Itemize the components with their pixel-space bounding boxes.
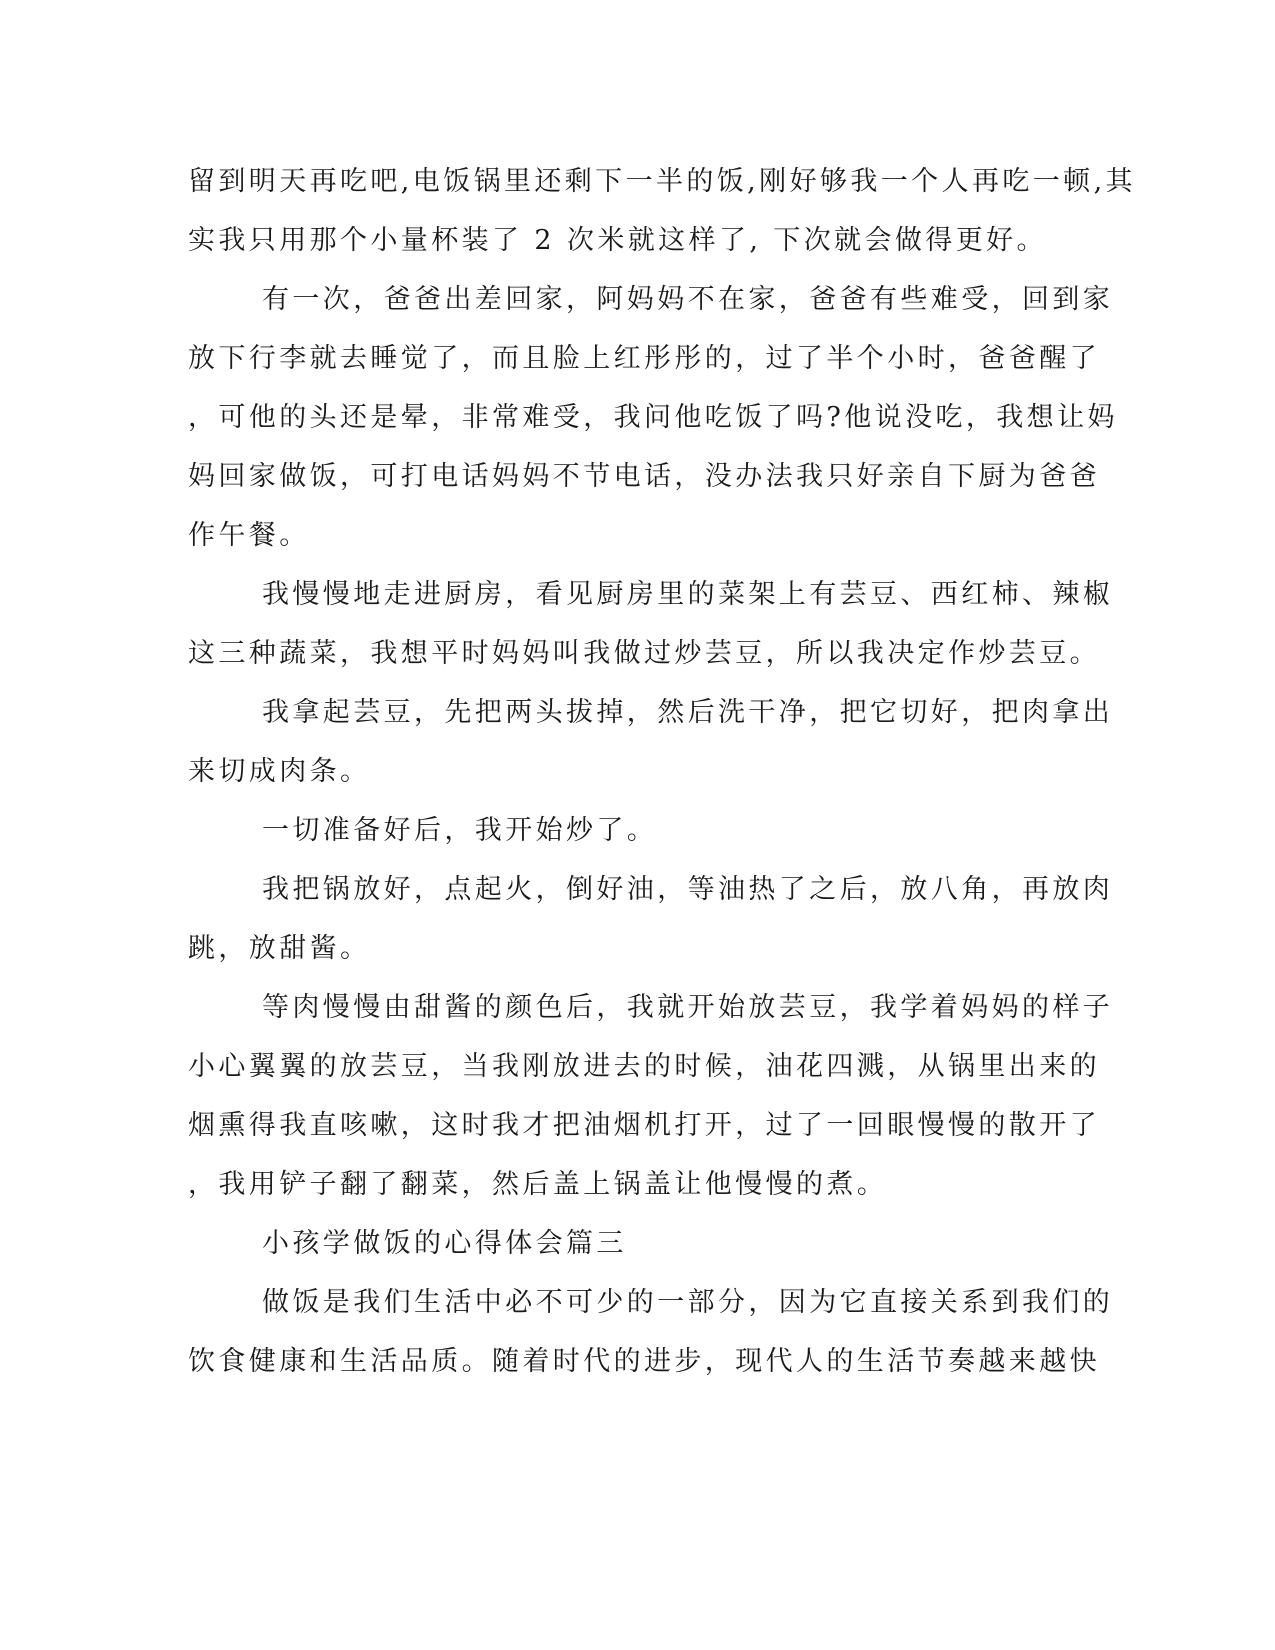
text-line: 放下行李就去睡觉了，而且脸上红彤彤的，过了半个小时，爸爸醒了 <box>188 343 1100 374</box>
text-line: 跳，放甜酱。 <box>188 933 371 964</box>
text-line: 饮食健康和生活品质。随着时代的进步，现代人的生活节奏越来越快 <box>188 1346 1100 1377</box>
paragraph-first-line: 我慢慢地走进厨房，看见厨房里的菜架上有芸豆、西红柿、辣椒 <box>262 579 1114 610</box>
paragraph-first-line: 有一次，爸爸出差回家，阿妈妈不在家，爸爸有些难受，回到家 <box>262 284 1114 315</box>
paragraph-first-line: 等肉慢慢由甜酱的颜色后，我就开始放芸豆，我学着妈妈的样子 <box>262 992 1114 1023</box>
paragraph-first-line: 我把锅放好，点起火，倒好油，等油热了之后，放八角，再放肉 <box>262 874 1114 905</box>
text-line: ，可他的头还是晕，非常难受，我问他吃饭了吗?他说没吃，我想让妈 <box>188 402 1118 433</box>
text-line: 作午餐。 <box>188 520 310 551</box>
text-line: 小心翼翼的放芸豆，当我刚放进去的时候，油花四溅，从锅里出来的 <box>188 1051 1100 1082</box>
paragraph-first-line: 一切准备好后，我开始炒了。 <box>262 815 658 846</box>
text-line: 来切成肉条。 <box>188 756 371 787</box>
text-line: 实我只用那个小量杯装了 2 次米就这样了, 下次就会做得更好。 <box>188 225 1047 256</box>
text-line: 留到明天再吃吧,电饭锅里还剩下一半的饭,刚好够我一个人再吃一顿,其 <box>188 166 1136 197</box>
section-heading: 小孩学做饭的心得体会篇三 <box>262 1228 627 1259</box>
paragraph-first-line: 做饭是我们生活中必不可少的一部分，因为它直接关系到我们的 <box>262 1287 1114 1318</box>
text-line: 烟熏得我直咳嗽，这时我才把油烟机打开，过了一回眼慢慢的散开了 <box>188 1110 1100 1141</box>
text-line: 这三种蔬菜，我想平时妈妈叫我做过炒芸豆，所以我决定作炒芸豆。 <box>188 638 1100 669</box>
paragraph-first-line: 我拿起芸豆，先把两头拔掉，然后洗干净，把它切好，把肉拿出 <box>262 697 1114 728</box>
text-line: ，我用铲子翻了翻菜，然后盖上锅盖让他慢慢的煮。 <box>188 1169 888 1200</box>
text-line: 妈回家做饭，可打电话妈妈不节电话，没办法我只好亲自下厨为爸爸 <box>188 461 1100 492</box>
